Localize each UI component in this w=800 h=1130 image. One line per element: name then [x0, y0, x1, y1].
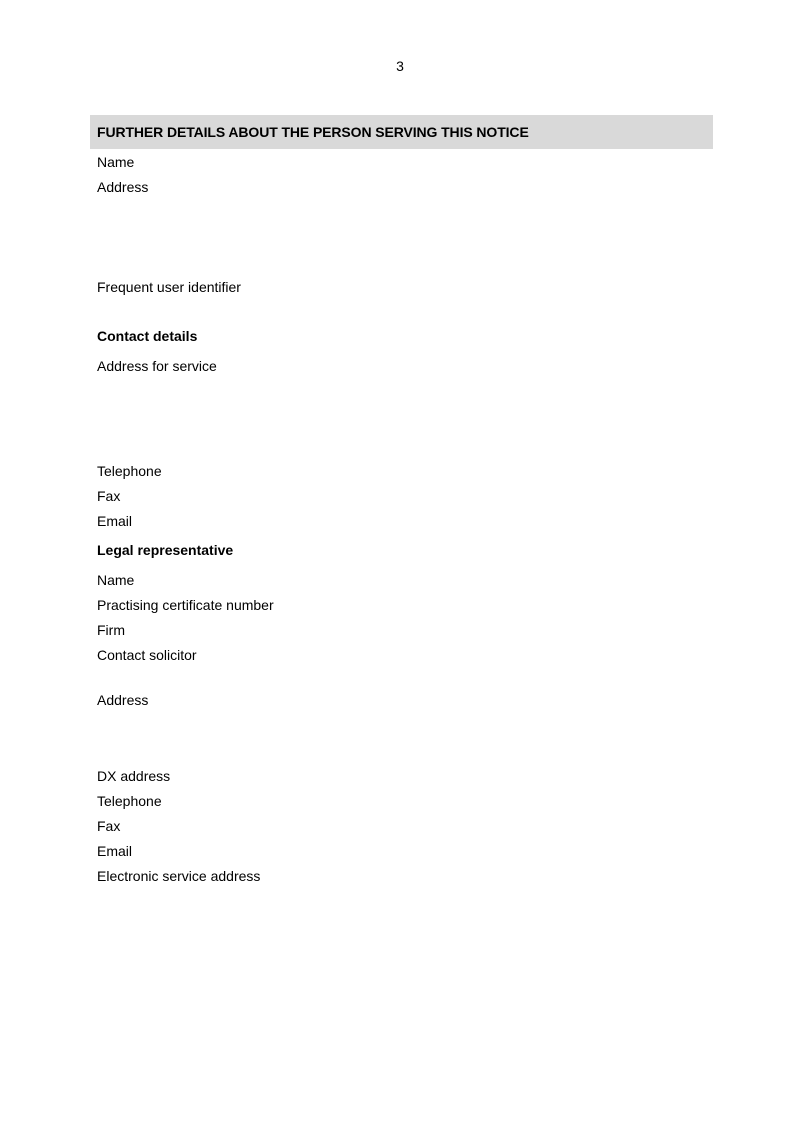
name-label: Name	[97, 154, 135, 170]
dx-address-label: DX address	[97, 768, 171, 784]
address-for-service-label: Address for service	[97, 358, 217, 374]
section-header-title: FURTHER DETAILS ABOUT THE PERSON SERVING THIS NOTICE	[97, 124, 529, 140]
contact-details-heading: Contact details	[97, 328, 198, 344]
contact-telephone-label: Telephone	[97, 463, 162, 479]
address-label: Address	[97, 179, 149, 195]
page-number: 3	[396, 58, 404, 74]
electronic-service-address-label: Electronic service address	[97, 868, 261, 884]
legal-rep-name-label: Name	[97, 572, 135, 588]
contact-fax-label: Fax	[97, 488, 121, 504]
legal-rep-address-label: Address	[97, 692, 149, 708]
legal-representative-heading: Legal representative	[97, 542, 234, 558]
contact-email-label: Email	[97, 513, 133, 529]
legal-rep-telephone-label: Telephone	[97, 793, 162, 809]
frequent-user-identifier-label: Frequent user identifier	[97, 279, 241, 295]
practising-certificate-number-label: Practising certificate number	[97, 597, 274, 613]
contact-solicitor-label: Contact solicitor	[97, 647, 197, 663]
legal-rep-email-label: Email	[97, 843, 133, 859]
section-header	[90, 115, 713, 149]
legal-rep-fax-label: Fax	[97, 818, 121, 834]
firm-label: Firm	[97, 622, 125, 638]
